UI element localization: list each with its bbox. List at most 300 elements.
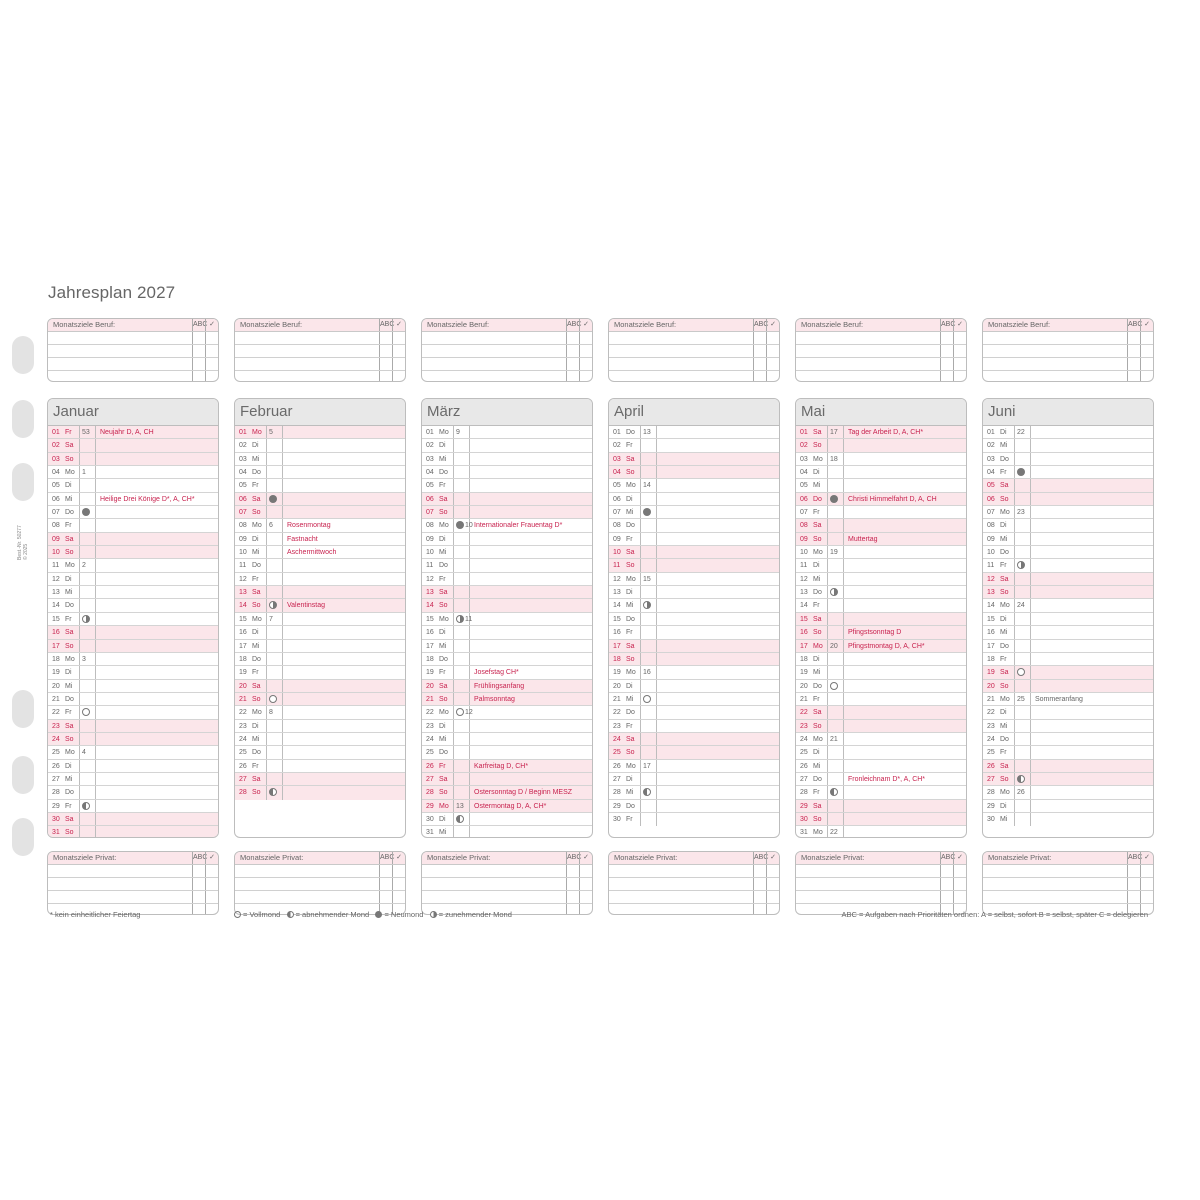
- goal-line[interactable]: [983, 865, 1153, 878]
- day-row[interactable]: [48, 573, 218, 586]
- goal-line[interactable]: [422, 332, 592, 345]
- day-row[interactable]: [48, 800, 218, 813]
- day-row[interactable]: [609, 706, 779, 719]
- goal-line[interactable]: [422, 371, 592, 382]
- day-row[interactable]: [235, 599, 405, 612]
- day-row[interactable]: [48, 506, 218, 519]
- goal-line[interactable]: [609, 345, 779, 358]
- goal-line[interactable]: [609, 878, 779, 891]
- weekday: Fr: [813, 789, 820, 797]
- day-row[interactable]: [422, 760, 592, 773]
- day-row[interactable]: [422, 466, 592, 479]
- week-cell: [640, 813, 656, 826]
- goal-line[interactable]: [235, 371, 405, 382]
- goal-line[interactable]: [796, 891, 966, 904]
- weekday: Mo: [65, 655, 75, 663]
- day-row[interactable]: [48, 760, 218, 773]
- week-number: 21: [830, 735, 838, 743]
- day-row[interactable]: [422, 640, 592, 653]
- weekday: So: [626, 655, 635, 663]
- goal-line[interactable]: [235, 891, 405, 904]
- day-row[interactable]: [796, 506, 966, 519]
- goal-line[interactable]: [235, 865, 405, 878]
- day-row[interactable]: [983, 720, 1153, 733]
- day-row[interactable]: [983, 706, 1153, 719]
- day-row[interactable]: [983, 466, 1153, 479]
- goal-line[interactable]: [983, 371, 1153, 382]
- day-row[interactable]: [48, 813, 218, 826]
- day-row[interactable]: [609, 573, 779, 586]
- day-row[interactable]: [48, 559, 218, 572]
- day-row[interactable]: [796, 519, 966, 532]
- day-row[interactable]: [796, 573, 966, 586]
- day-row[interactable]: [422, 479, 592, 492]
- day-row[interactable]: [983, 533, 1153, 546]
- day-row[interactable]: [422, 653, 592, 666]
- day-row[interactable]: [235, 533, 405, 546]
- week-cell: [266, 760, 282, 772]
- weekday: Sa: [1000, 575, 1009, 583]
- day-row[interactable]: [796, 666, 966, 679]
- day-number: 04: [52, 469, 60, 477]
- day-row[interactable]: [235, 706, 405, 719]
- day-row[interactable]: [983, 519, 1153, 532]
- day-row[interactable]: [235, 466, 405, 479]
- day-row[interactable]: [48, 720, 218, 733]
- day-row[interactable]: [796, 773, 966, 786]
- day-number: 28: [613, 789, 621, 797]
- day-row[interactable]: [983, 613, 1153, 626]
- day-row[interactable]: [983, 453, 1153, 466]
- day-row[interactable]: [422, 813, 592, 826]
- day-row[interactable]: [796, 760, 966, 773]
- day-row[interactable]: [422, 546, 592, 559]
- day-row[interactable]: [796, 653, 966, 666]
- goal-line[interactable]: [48, 332, 218, 345]
- day-row[interactable]: [48, 439, 218, 452]
- goal-line[interactable]: [796, 878, 966, 891]
- day-row[interactable]: [48, 626, 218, 639]
- goal-line[interactable]: [983, 345, 1153, 358]
- week-cell: [453, 519, 473, 531]
- day-row[interactable]: [983, 573, 1153, 586]
- day-entry: [469, 533, 592, 545]
- day-row[interactable]: [796, 626, 966, 639]
- goal-line[interactable]: [609, 865, 779, 878]
- day-row[interactable]: [422, 720, 592, 733]
- day-row[interactable]: [983, 680, 1153, 693]
- day-row[interactable]: [609, 453, 779, 466]
- day-row[interactable]: [796, 680, 966, 693]
- day-row[interactable]: [609, 800, 779, 813]
- week-cell: [1014, 786, 1030, 798]
- day-row[interactable]: [48, 519, 218, 532]
- week-number: 53: [82, 429, 90, 436]
- week-cell: [1014, 640, 1030, 652]
- goal-line[interactable]: [422, 865, 592, 878]
- weekday: Fr: [1000, 655, 1007, 663]
- day-row[interactable]: [796, 786, 966, 799]
- day-row[interactable]: [48, 786, 218, 799]
- day-row[interactable]: [48, 693, 218, 706]
- day-row[interactable]: [235, 626, 405, 639]
- day-number: 02: [613, 442, 621, 450]
- day-number: 26: [239, 762, 247, 770]
- day-row[interactable]: [235, 640, 405, 653]
- day-row[interactable]: [48, 773, 218, 786]
- day-row[interactable]: [983, 693, 1153, 706]
- day-row[interactable]: [48, 599, 218, 612]
- goal-line[interactable]: [983, 878, 1153, 891]
- day-row[interactable]: [796, 533, 966, 546]
- day-row[interactable]: [796, 439, 966, 452]
- week-number: 24: [1017, 602, 1025, 610]
- week-number: 2: [82, 562, 86, 570]
- day-row[interactable]: [235, 746, 405, 759]
- day-entry: [843, 599, 966, 611]
- day-row[interactable]: [235, 653, 405, 666]
- day-row[interactable]: [609, 426, 779, 439]
- weekday: Fr: [626, 535, 633, 543]
- goal-line[interactable]: [48, 358, 218, 371]
- weekday: Do: [252, 749, 261, 757]
- day-row[interactable]: [235, 720, 405, 733]
- day-row[interactable]: [422, 439, 592, 452]
- day-row[interactable]: [983, 559, 1153, 572]
- day-row[interactable]: [48, 533, 218, 546]
- day-entry: [843, 559, 966, 571]
- day-row[interactable]: [796, 813, 966, 826]
- day-row[interactable]: [609, 599, 779, 612]
- day-row[interactable]: [609, 586, 779, 599]
- day-row[interactable]: [48, 453, 218, 466]
- day-row[interactable]: [235, 773, 405, 786]
- day-row[interactable]: [796, 693, 966, 706]
- day-row[interactable]: [48, 640, 218, 653]
- day-row[interactable]: [48, 733, 218, 746]
- day-row[interactable]: [983, 640, 1153, 653]
- goal-line[interactable]: [983, 358, 1153, 371]
- day-row[interactable]: [48, 479, 218, 492]
- day-row[interactable]: [796, 426, 966, 439]
- day-row[interactable]: [422, 826, 592, 838]
- day-row[interactable]: [235, 559, 405, 572]
- day-row[interactable]: [609, 613, 779, 626]
- day-entry: [95, 773, 218, 785]
- day-row[interactable]: [796, 720, 966, 733]
- day-row[interactable]: [235, 506, 405, 519]
- day-row[interactable]: [422, 746, 592, 759]
- checkmark-icon: ✓: [953, 852, 966, 864]
- weekday: Mi: [65, 589, 73, 597]
- day-row[interactable]: [422, 533, 592, 546]
- day-row[interactable]: [983, 666, 1153, 679]
- waning-moon-icon: [287, 911, 294, 918]
- goal-line[interactable]: [235, 878, 405, 891]
- day-row[interactable]: [609, 746, 779, 759]
- goal-line[interactable]: [983, 891, 1153, 904]
- day-row[interactable]: [609, 680, 779, 693]
- day-row[interactable]: [796, 826, 966, 838]
- week-cell: [266, 666, 282, 678]
- day-row[interactable]: [48, 586, 218, 599]
- week-number: 3: [82, 655, 86, 663]
- day-row[interactable]: [235, 439, 405, 452]
- day-row[interactable]: [609, 559, 779, 572]
- day-row[interactable]: [422, 666, 592, 679]
- goal-line[interactable]: [796, 332, 966, 345]
- day-row[interactable]: [422, 519, 592, 532]
- day-number: 25: [987, 749, 995, 757]
- day-row[interactable]: [235, 519, 405, 532]
- day-row[interactable]: [235, 680, 405, 693]
- day-number: 03: [239, 455, 247, 463]
- day-row[interactable]: [48, 653, 218, 666]
- day-entry: [469, 599, 592, 611]
- day-row[interactable]: [796, 586, 966, 599]
- day-row[interactable]: [609, 533, 779, 546]
- weekday: Fr: [1000, 562, 1007, 570]
- day-number: 15: [52, 615, 60, 623]
- day-row[interactable]: [983, 800, 1153, 813]
- day-row[interactable]: [983, 813, 1153, 826]
- day-row[interactable]: [983, 439, 1153, 452]
- day-row[interactable]: [796, 613, 966, 626]
- day-row[interactable]: [422, 453, 592, 466]
- goal-line[interactable]: [609, 358, 779, 371]
- goal-line[interactable]: [422, 878, 592, 891]
- day-row[interactable]: [235, 733, 405, 746]
- week-cell: [266, 466, 282, 478]
- day-row[interactable]: [983, 760, 1153, 773]
- day-entry: [469, 706, 592, 718]
- weekday: Do: [65, 509, 74, 517]
- goal-line[interactable]: [235, 345, 405, 358]
- goal-line[interactable]: [48, 345, 218, 358]
- goal-line[interactable]: [48, 878, 218, 891]
- day-row[interactable]: [48, 546, 218, 559]
- day-row[interactable]: [235, 479, 405, 492]
- goal-line[interactable]: [796, 345, 966, 358]
- day-number: 15: [800, 615, 808, 623]
- day-row[interactable]: [796, 800, 966, 813]
- day-row[interactable]: [796, 453, 966, 466]
- day-row[interactable]: [609, 466, 779, 479]
- day-row[interactable]: [48, 746, 218, 759]
- day-row[interactable]: [983, 653, 1153, 666]
- day-row[interactable]: [422, 573, 592, 586]
- goal-line[interactable]: [609, 904, 779, 915]
- day-entry: [469, 640, 592, 652]
- day-row[interactable]: [235, 426, 405, 439]
- goal-line[interactable]: [609, 332, 779, 345]
- day-row[interactable]: [983, 773, 1153, 786]
- day-row[interactable]: [609, 439, 779, 452]
- day-row[interactable]: [48, 426, 218, 439]
- day-row[interactable]: [235, 786, 405, 799]
- day-row[interactable]: [796, 546, 966, 559]
- day-row[interactable]: [235, 586, 405, 599]
- goal-line[interactable]: [48, 865, 218, 878]
- day-row[interactable]: [422, 733, 592, 746]
- day-number: 07: [987, 509, 995, 517]
- day-row[interactable]: [609, 773, 779, 786]
- day-row[interactable]: [796, 733, 966, 746]
- day-row[interactable]: [48, 613, 218, 626]
- day-row[interactable]: [422, 626, 592, 639]
- day-row[interactable]: [235, 613, 405, 626]
- day-row[interactable]: [609, 479, 779, 492]
- binder-hole: [12, 756, 34, 794]
- week-number: 7: [269, 615, 273, 623]
- goal-line[interactable]: [422, 891, 592, 904]
- legend-wane-label: = abnehmender Mond: [295, 910, 370, 919]
- day-row[interactable]: [235, 453, 405, 466]
- weekday: So: [1000, 682, 1009, 690]
- day-row[interactable]: [983, 493, 1153, 506]
- goal-line[interactable]: [609, 891, 779, 904]
- day-row[interactable]: [609, 519, 779, 532]
- day-row[interactable]: [422, 506, 592, 519]
- day-row[interactable]: [609, 506, 779, 519]
- goal-line[interactable]: [422, 345, 592, 358]
- day-entry: [95, 706, 218, 718]
- day-row[interactable]: [609, 493, 779, 506]
- day-row[interactable]: [48, 466, 218, 479]
- day-entry: [282, 706, 405, 718]
- day-row[interactable]: [422, 493, 592, 506]
- day-row[interactable]: [609, 546, 779, 559]
- day-row[interactable]: [983, 733, 1153, 746]
- day-row[interactable]: [609, 733, 779, 746]
- day-row[interactable]: [422, 773, 592, 786]
- day-row[interactable]: [422, 706, 592, 719]
- day-row[interactable]: [48, 666, 218, 679]
- day-row[interactable]: [48, 826, 218, 838]
- week-number: 11: [465, 615, 473, 623]
- day-row[interactable]: [422, 613, 592, 626]
- waxing-moon-icon: [430, 911, 437, 918]
- day-row[interactable]: [235, 760, 405, 773]
- day-row[interactable]: [609, 693, 779, 706]
- goal-header: [235, 319, 405, 332]
- weekday: Di: [439, 442, 446, 450]
- day-row[interactable]: [796, 706, 966, 719]
- day-number: 21: [239, 695, 247, 703]
- day-row[interactable]: [796, 599, 966, 612]
- day-row[interactable]: [796, 466, 966, 479]
- weekday: Di: [65, 482, 72, 490]
- day-row[interactable]: [983, 426, 1153, 439]
- day-entry: Fronleichnam D*, A, CH*: [843, 773, 966, 785]
- day-number: 21: [426, 695, 434, 703]
- week-cell: [453, 733, 469, 745]
- day-row[interactable]: [609, 640, 779, 653]
- goal-line[interactable]: [235, 358, 405, 371]
- day-row[interactable]: [983, 786, 1153, 799]
- day-row[interactable]: [422, 586, 592, 599]
- day-row[interactable]: [609, 786, 779, 799]
- day-number: 12: [800, 575, 808, 583]
- day-row[interactable]: [796, 640, 966, 653]
- goal-line[interactable]: [48, 891, 218, 904]
- day-row[interactable]: [48, 706, 218, 719]
- month-name: Juni: [983, 399, 1153, 426]
- goal-line[interactable]: [796, 358, 966, 371]
- day-row[interactable]: [983, 599, 1153, 612]
- day-row[interactable]: [796, 493, 966, 506]
- day-entry: [843, 519, 966, 531]
- day-row[interactable]: [796, 559, 966, 572]
- day-row[interactable]: [983, 746, 1153, 759]
- day-row[interactable]: [983, 586, 1153, 599]
- day-row[interactable]: [422, 800, 592, 813]
- day-row[interactable]: [422, 693, 592, 706]
- weekday: Fr: [252, 669, 259, 677]
- day-row[interactable]: [609, 626, 779, 639]
- week-number: 26: [1017, 789, 1025, 797]
- day-number: 27: [426, 775, 434, 783]
- day-row[interactable]: [983, 626, 1153, 639]
- day-row[interactable]: [609, 720, 779, 733]
- day-row[interactable]: [983, 546, 1153, 559]
- day-row[interactable]: [796, 479, 966, 492]
- goal-line[interactable]: [609, 371, 779, 382]
- day-row[interactable]: [48, 493, 218, 506]
- day-row[interactable]: [422, 559, 592, 572]
- goal-line[interactable]: [983, 332, 1153, 345]
- day-row[interactable]: [235, 573, 405, 586]
- week-cell: [453, 426, 469, 438]
- goal-header: [609, 852, 779, 865]
- day-number: 13: [426, 589, 434, 597]
- day-row[interactable]: [983, 479, 1153, 492]
- weekday: Sa: [252, 682, 261, 690]
- day-number: 11: [52, 562, 60, 570]
- day-number: 05: [52, 482, 60, 490]
- week-cell: [79, 573, 95, 585]
- day-row[interactable]: [983, 506, 1153, 519]
- day-row[interactable]: [235, 666, 405, 679]
- day-number: 26: [987, 762, 995, 770]
- day-entry: [843, 706, 966, 718]
- day-row[interactable]: [422, 786, 592, 799]
- goal-line[interactable]: [796, 865, 966, 878]
- day-row[interactable]: [235, 693, 405, 706]
- day-row[interactable]: [609, 666, 779, 679]
- day-row[interactable]: [422, 426, 592, 439]
- day-number: 03: [987, 455, 995, 463]
- day-row[interactable]: [422, 680, 592, 693]
- day-row[interactable]: [609, 760, 779, 773]
- goal-line[interactable]: [48, 371, 218, 382]
- weekday: So: [65, 549, 74, 557]
- day-row[interactable]: [48, 680, 218, 693]
- day-row[interactable]: [609, 653, 779, 666]
- goal-line[interactable]: [796, 371, 966, 382]
- day-number: 21: [800, 695, 808, 703]
- day-entry: [95, 559, 218, 571]
- day-row[interactable]: [422, 599, 592, 612]
- day-row[interactable]: [796, 746, 966, 759]
- day-row[interactable]: [235, 493, 405, 506]
- day-row[interactable]: [609, 813, 779, 826]
- day-row[interactable]: [235, 546, 405, 559]
- waning-moon-icon: [1017, 775, 1025, 783]
- week-number: 12: [465, 709, 473, 717]
- goal-line[interactable]: [235, 332, 405, 345]
- goal-line[interactable]: [422, 358, 592, 371]
